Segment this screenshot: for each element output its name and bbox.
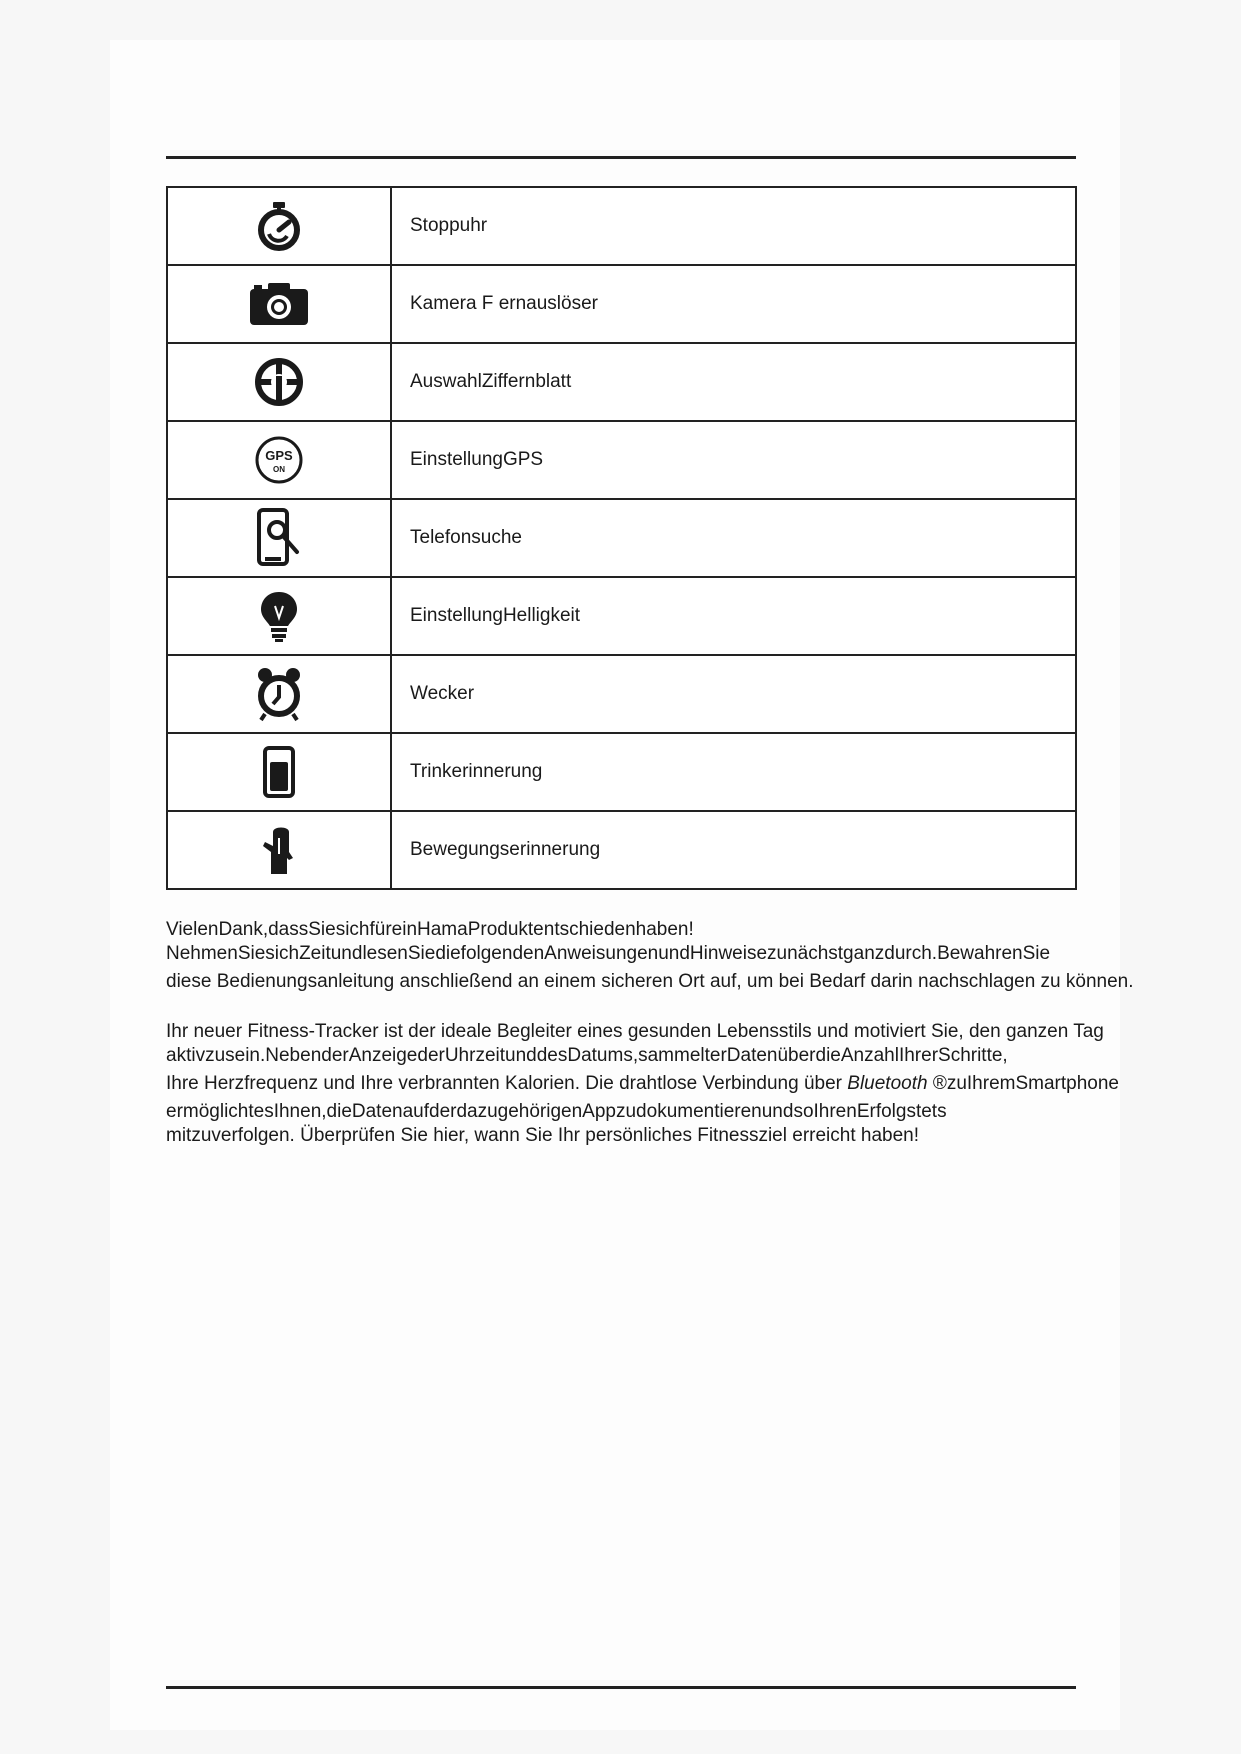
gps-icon-subtext: ON: [273, 465, 285, 474]
table-row: [167, 811, 1076, 889]
gps-icon: [168, 434, 390, 486]
footer-rule: [166, 1686, 1076, 1689]
function-label: Trinkerinnerung: [391, 733, 1076, 811]
description-line: Ihr neuer Fitness-Tracker ist der ideale Begleiter eines gesunden Lebensstils und motiviert Sie, den ganzen Tag: [166, 1021, 1104, 1042]
table-row: [167, 343, 1076, 421]
table-row: [167, 577, 1076, 655]
table-row: [167, 655, 1076, 733]
intro-line: diese Bedienungsanleitung anschließend an einem sicheren Ort auf, um bei Bedarf darin nachschlagen zu können.: [166, 971, 1134, 992]
function-label: AuswahlZiffernblatt: [391, 343, 1076, 421]
function-label: Wecker: [391, 655, 1076, 733]
watch-face-icon: [168, 356, 390, 408]
hand-icon: [168, 824, 390, 876]
lightbulb-icon: [168, 588, 390, 644]
phone-search-icon: [168, 508, 390, 568]
function-label: Bewegungserinnerung: [391, 811, 1076, 889]
drinking-glass-icon: [168, 746, 390, 798]
alarm-clock-icon: [168, 666, 390, 722]
description-line: aktivzusein.NebenderAnzeigederUhrzeitunddesDatums,sammelterDatenüberdieAnzahlIhrerSchritte,: [166, 1045, 1008, 1066]
header-rule: [166, 156, 1076, 159]
camera-icon: [168, 281, 390, 327]
table-row: [167, 265, 1076, 343]
table-row: [167, 187, 1076, 265]
stopwatch-icon: [168, 200, 390, 252]
description-line: Ihre Herzfrequenz und Ihre verbrannten Kalorien. Die drahtlose Verbindung über Bluetooth ®zuIhremSmartphone: [166, 1073, 1119, 1094]
table-row: [167, 421, 1076, 499]
function-label: EinstellungGPS: [391, 421, 1076, 499]
bluetooth-brand: Bluetooth: [847, 1073, 928, 1094]
table-row: [167, 733, 1076, 811]
function-icon-table: [166, 186, 1077, 890]
function-label: EinstellungHelligkeit: [391, 577, 1076, 655]
table-row: [167, 499, 1076, 577]
intro-line: VielenDank,dassSiesichfüreinHamaProduktentschiedenhaben!: [166, 919, 694, 940]
function-label: Telefonsuche: [391, 499, 1076, 577]
function-label: Stoppuhr: [391, 187, 1076, 265]
description-line: mitzuverfolgen. Überprüfen Sie hier, wann Sie Ihr persönliches Fitnessziel erreicht haben!: [166, 1125, 919, 1146]
function-label: Kamera F ernauslöser: [391, 265, 1076, 343]
gps-icon-text: GPS: [265, 448, 293, 463]
intro-line: NehmenSiesichZeitundlesenSiediefolgendenAnweisungenundHinweisezunächstganzdurch.BewahrenSie: [166, 943, 1051, 964]
intro-text: [166, 918, 1134, 1148]
description-line: ermöglichtesIhnen,dieDatenaufderdazugehörigenAppzudokumentierenundsoIhrenErfolgstets: [166, 1101, 947, 1122]
